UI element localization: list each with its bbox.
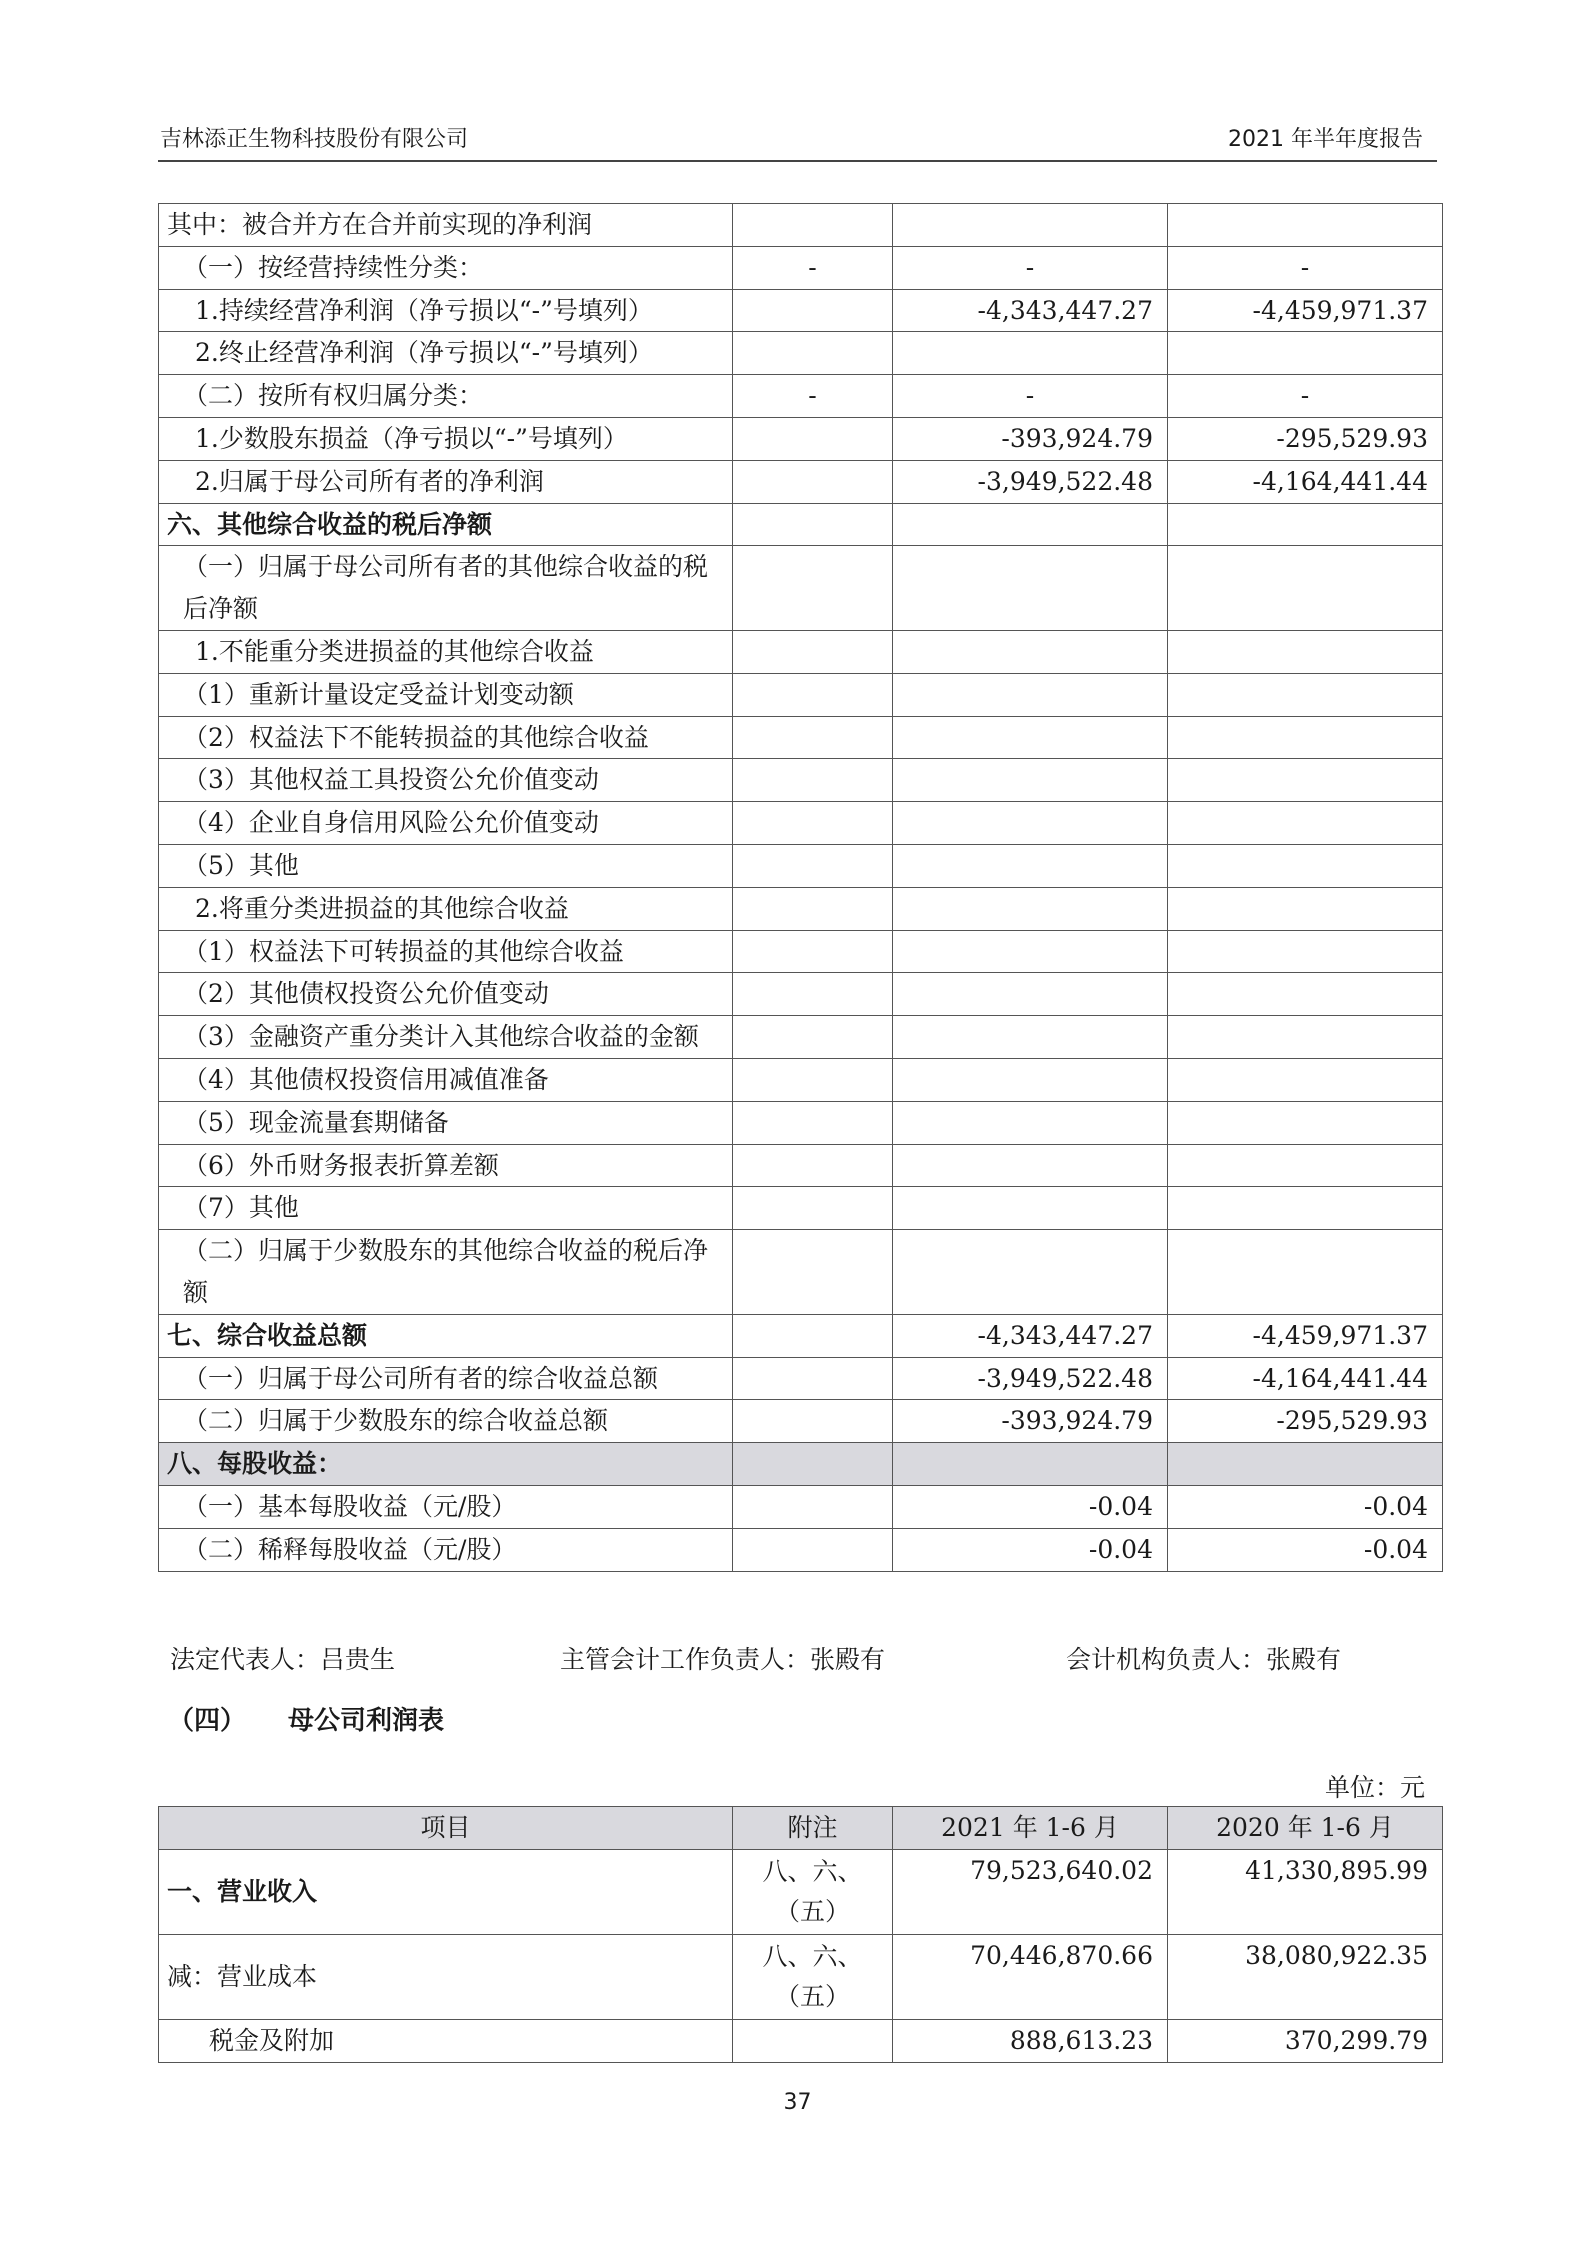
- row-note: [733, 1016, 893, 1059]
- row-item: （一）按经营持续性分类：: [159, 246, 733, 289]
- table-row: [159, 973, 1443, 1016]
- row-note: [733, 1187, 893, 1230]
- table-row: [159, 1230, 1443, 1315]
- row-current: [893, 204, 1168, 247]
- row-prior: -4,164,441.44: [1168, 460, 1443, 503]
- table-row: [159, 673, 1443, 716]
- row-current: -4,343,447.27: [893, 1314, 1168, 1357]
- row-prior: [1168, 204, 1443, 247]
- row-prior: [1168, 1144, 1443, 1187]
- row-prior: [1168, 887, 1443, 930]
- table-row: [159, 844, 1443, 887]
- row-current: -393,924.79: [893, 1400, 1168, 1443]
- row-current: [893, 1443, 1168, 1486]
- row-current: 70,446,870.66: [893, 1935, 1168, 2020]
- accounting-head: 主管会计工作负责人：张殿有: [560, 1645, 886, 1674]
- row-note: -: [733, 246, 893, 289]
- row-current: [893, 930, 1168, 973]
- row-note: [733, 1357, 893, 1400]
- row-item: （一）归属于母公司所有者的其他综合收益的税后净额: [159, 546, 733, 631]
- row-current: [893, 1187, 1168, 1230]
- header-item: 项目: [159, 1807, 733, 1850]
- row-prior: [1168, 1016, 1443, 1059]
- row-item: （4）其他债权投资信用减值准备: [159, 1058, 733, 1101]
- row-prior: [1168, 1058, 1443, 1101]
- row-item: （7）其他: [159, 1187, 733, 1230]
- table-row: [159, 630, 1443, 673]
- row-current: 79,523,640.02: [893, 1850, 1168, 1935]
- row-item: 2.终止经营净利润（净亏损以“-”号填列）: [159, 332, 733, 375]
- row-prior: 38,080,922.35: [1168, 1935, 1443, 2020]
- row-prior: -295,529.93: [1168, 417, 1443, 460]
- row-item: （二）按所有权归属分类：: [159, 375, 733, 418]
- section-title: [168, 1700, 444, 1737]
- row-prior: [1168, 716, 1443, 759]
- row-item: 1.少数股东损益（净亏损以“-”号填列）: [159, 417, 733, 460]
- row-item: 八、每股收益：: [159, 1443, 733, 1486]
- row-current: [893, 1016, 1168, 1059]
- row-prior: [1168, 673, 1443, 716]
- row-note: [733, 417, 893, 460]
- row-note: [733, 1230, 893, 1315]
- row-note: [733, 844, 893, 887]
- row-item: （二）稀释每股收益（元/股）: [159, 1528, 733, 1571]
- row-item: 1.持续经营净利润（净亏损以“-”号填列）: [159, 289, 733, 332]
- row-note: [733, 887, 893, 930]
- row-note: [733, 673, 893, 716]
- table-row: [159, 887, 1443, 930]
- row-prior: [1168, 930, 1443, 973]
- row-prior: -: [1168, 246, 1443, 289]
- row-item: 一、营业收入: [159, 1850, 733, 1935]
- table-row: [159, 930, 1443, 973]
- table-row: [159, 2020, 1443, 2063]
- row-note: [733, 1400, 893, 1443]
- row-current: -4,343,447.27: [893, 289, 1168, 332]
- row-current: [893, 716, 1168, 759]
- table-row: [159, 716, 1443, 759]
- table-header-row: [159, 1807, 1443, 1850]
- row-item: 七、综合收益总额: [159, 1314, 733, 1357]
- row-prior: [1168, 1230, 1443, 1315]
- header-current-period: 2021 年 1-6 月: [893, 1807, 1168, 1850]
- row-prior: [1168, 1187, 1443, 1230]
- row-prior: [1168, 973, 1443, 1016]
- row-current: -3,949,522.48: [893, 460, 1168, 503]
- row-item: 2.归属于母公司所有者的净利润: [159, 460, 733, 503]
- table-row: [159, 546, 1443, 631]
- row-current: -0.04: [893, 1528, 1168, 1571]
- table-row: [159, 503, 1443, 546]
- row-note: [733, 204, 893, 247]
- row-prior: [1168, 1101, 1443, 1144]
- row-item: （5）其他: [159, 844, 733, 887]
- unit-label: 单位：元: [1324, 1773, 1425, 1802]
- row-current: [893, 887, 1168, 930]
- row-current: [893, 844, 1168, 887]
- row-prior: [1168, 332, 1443, 375]
- table-row: [159, 1528, 1443, 1571]
- row-note: 八、六、（五）: [733, 1850, 893, 1935]
- table-row: [159, 246, 1443, 289]
- accounting-org-head: 会计机构负责人：张殿有: [1066, 1645, 1342, 1674]
- row-item: 税金及附加: [159, 2020, 733, 2063]
- table-row: [159, 1400, 1443, 1443]
- row-item: （1）重新计量设定受益计划变动额: [159, 673, 733, 716]
- row-item: （3）金融资产重分类计入其他综合收益的金额: [159, 1016, 733, 1059]
- row-current: 888,613.23: [893, 2020, 1168, 2063]
- parent-income-table: [158, 1806, 1443, 2063]
- row-note: 八、六、（五）: [733, 1935, 893, 2020]
- section-name: 母公司利润表: [288, 1706, 445, 1736]
- row-item: 减：营业成本: [159, 1935, 733, 2020]
- row-note: [733, 1528, 893, 1571]
- table-row: [159, 289, 1443, 332]
- row-item: 六、其他综合收益的税后净额: [159, 503, 733, 546]
- row-prior: -0.04: [1168, 1485, 1443, 1528]
- row-note: [733, 802, 893, 845]
- row-note: [733, 332, 893, 375]
- row-note: [733, 630, 893, 673]
- table-row: [159, 204, 1443, 247]
- row-current: [893, 332, 1168, 375]
- row-note: [733, 2020, 893, 2063]
- row-item: （一）基本每股收益（元/股）: [159, 1485, 733, 1528]
- row-note: -: [733, 375, 893, 418]
- row-prior: -4,459,971.37: [1168, 1314, 1443, 1357]
- row-item: （3）其他权益工具投资公允价值变动: [159, 759, 733, 802]
- row-current: [893, 503, 1168, 546]
- row-note: [733, 1101, 893, 1144]
- table-row: [159, 759, 1443, 802]
- row-note: [733, 716, 893, 759]
- row-note: [733, 1144, 893, 1187]
- row-item: 2.将重分类进损益的其他综合收益: [159, 887, 733, 930]
- consolidated-income-table-continued: [158, 203, 1443, 1572]
- table-row: [159, 1935, 1443, 2020]
- row-current: -: [893, 375, 1168, 418]
- header-divider: [158, 160, 1437, 162]
- row-current: [893, 1230, 1168, 1315]
- row-prior: [1168, 844, 1443, 887]
- row-prior: -4,164,441.44: [1168, 1357, 1443, 1400]
- header-report-title: 2021 年半年度报告: [1228, 127, 1423, 152]
- row-note: [733, 546, 893, 631]
- row-item: 其中：被合并方在合并前实现的净利润: [159, 204, 733, 247]
- table-row: [159, 460, 1443, 503]
- row-prior: [1168, 759, 1443, 802]
- row-prior: -0.04: [1168, 1528, 1443, 1571]
- row-current: [893, 1144, 1168, 1187]
- table-row: [159, 1101, 1443, 1144]
- table-row: [159, 1187, 1443, 1230]
- row-prior: -: [1168, 375, 1443, 418]
- row-prior: [1168, 503, 1443, 546]
- row-current: -393,924.79: [893, 417, 1168, 460]
- section-number: （四）: [168, 1706, 247, 1736]
- row-current: [893, 673, 1168, 716]
- row-item: （二）归属于少数股东的综合收益总额: [159, 1400, 733, 1443]
- row-prior: 41,330,895.99: [1168, 1850, 1443, 1935]
- row-note: [733, 1058, 893, 1101]
- table-row: [159, 1850, 1443, 1935]
- row-prior: -4,459,971.37: [1168, 289, 1443, 332]
- header-company: 吉林添正生物科技股份有限公司: [160, 127, 469, 152]
- row-note: [733, 289, 893, 332]
- table-row: [159, 802, 1443, 845]
- row-item: （一）归属于母公司所有者的综合收益总额: [159, 1357, 733, 1400]
- row-note: [733, 930, 893, 973]
- table-row: [159, 1443, 1443, 1486]
- page-number: 37: [783, 2090, 812, 2115]
- row-note: [733, 503, 893, 546]
- row-current: [893, 973, 1168, 1016]
- row-note: [733, 460, 893, 503]
- table-row: [159, 1016, 1443, 1059]
- row-item: （6）外币财务报表折算差额: [159, 1144, 733, 1187]
- row-current: [893, 802, 1168, 845]
- row-note: [733, 1443, 893, 1486]
- table-row: [159, 375, 1443, 418]
- table-row: [159, 1144, 1443, 1187]
- row-current: [893, 759, 1168, 802]
- row-current: -: [893, 246, 1168, 289]
- table-row: [159, 1357, 1443, 1400]
- table-row: [159, 1058, 1443, 1101]
- row-note: [733, 1314, 893, 1357]
- table-row: [159, 1314, 1443, 1357]
- row-note: [733, 759, 893, 802]
- row-current: -0.04: [893, 1485, 1168, 1528]
- row-item: （2）其他债权投资公允价值变动: [159, 973, 733, 1016]
- row-item: （4）企业自身信用风险公允价值变动: [159, 802, 733, 845]
- row-item: （1）权益法下可转损益的其他综合收益: [159, 930, 733, 973]
- row-prior: [1168, 546, 1443, 631]
- legal-representative: 法定代表人：吕贵生: [170, 1645, 396, 1674]
- header-note: 附注: [733, 1807, 893, 1850]
- row-item: （5）现金流量套期储备: [159, 1101, 733, 1144]
- row-prior: [1168, 630, 1443, 673]
- table-row: [159, 332, 1443, 375]
- row-current: [893, 630, 1168, 673]
- table-row: [159, 1485, 1443, 1528]
- row-current: -3,949,522.48: [893, 1357, 1168, 1400]
- row-prior: [1168, 802, 1443, 845]
- row-current: [893, 1101, 1168, 1144]
- table-row: [159, 417, 1443, 460]
- row-note: [733, 973, 893, 1016]
- row-note: [733, 1485, 893, 1528]
- header-prior-period: 2020 年 1-6 月: [1168, 1807, 1443, 1850]
- row-prior: [1168, 1443, 1443, 1486]
- row-item: （2）权益法下不能转损益的其他综合收益: [159, 716, 733, 759]
- row-current: [893, 546, 1168, 631]
- row-item: （二）归属于少数股东的其他综合收益的税后净额: [159, 1230, 733, 1315]
- row-current: [893, 1058, 1168, 1101]
- row-prior: 370,299.79: [1168, 2020, 1443, 2063]
- row-item: 1.不能重分类进损益的其他综合收益: [159, 630, 733, 673]
- row-prior: -295,529.93: [1168, 1400, 1443, 1443]
